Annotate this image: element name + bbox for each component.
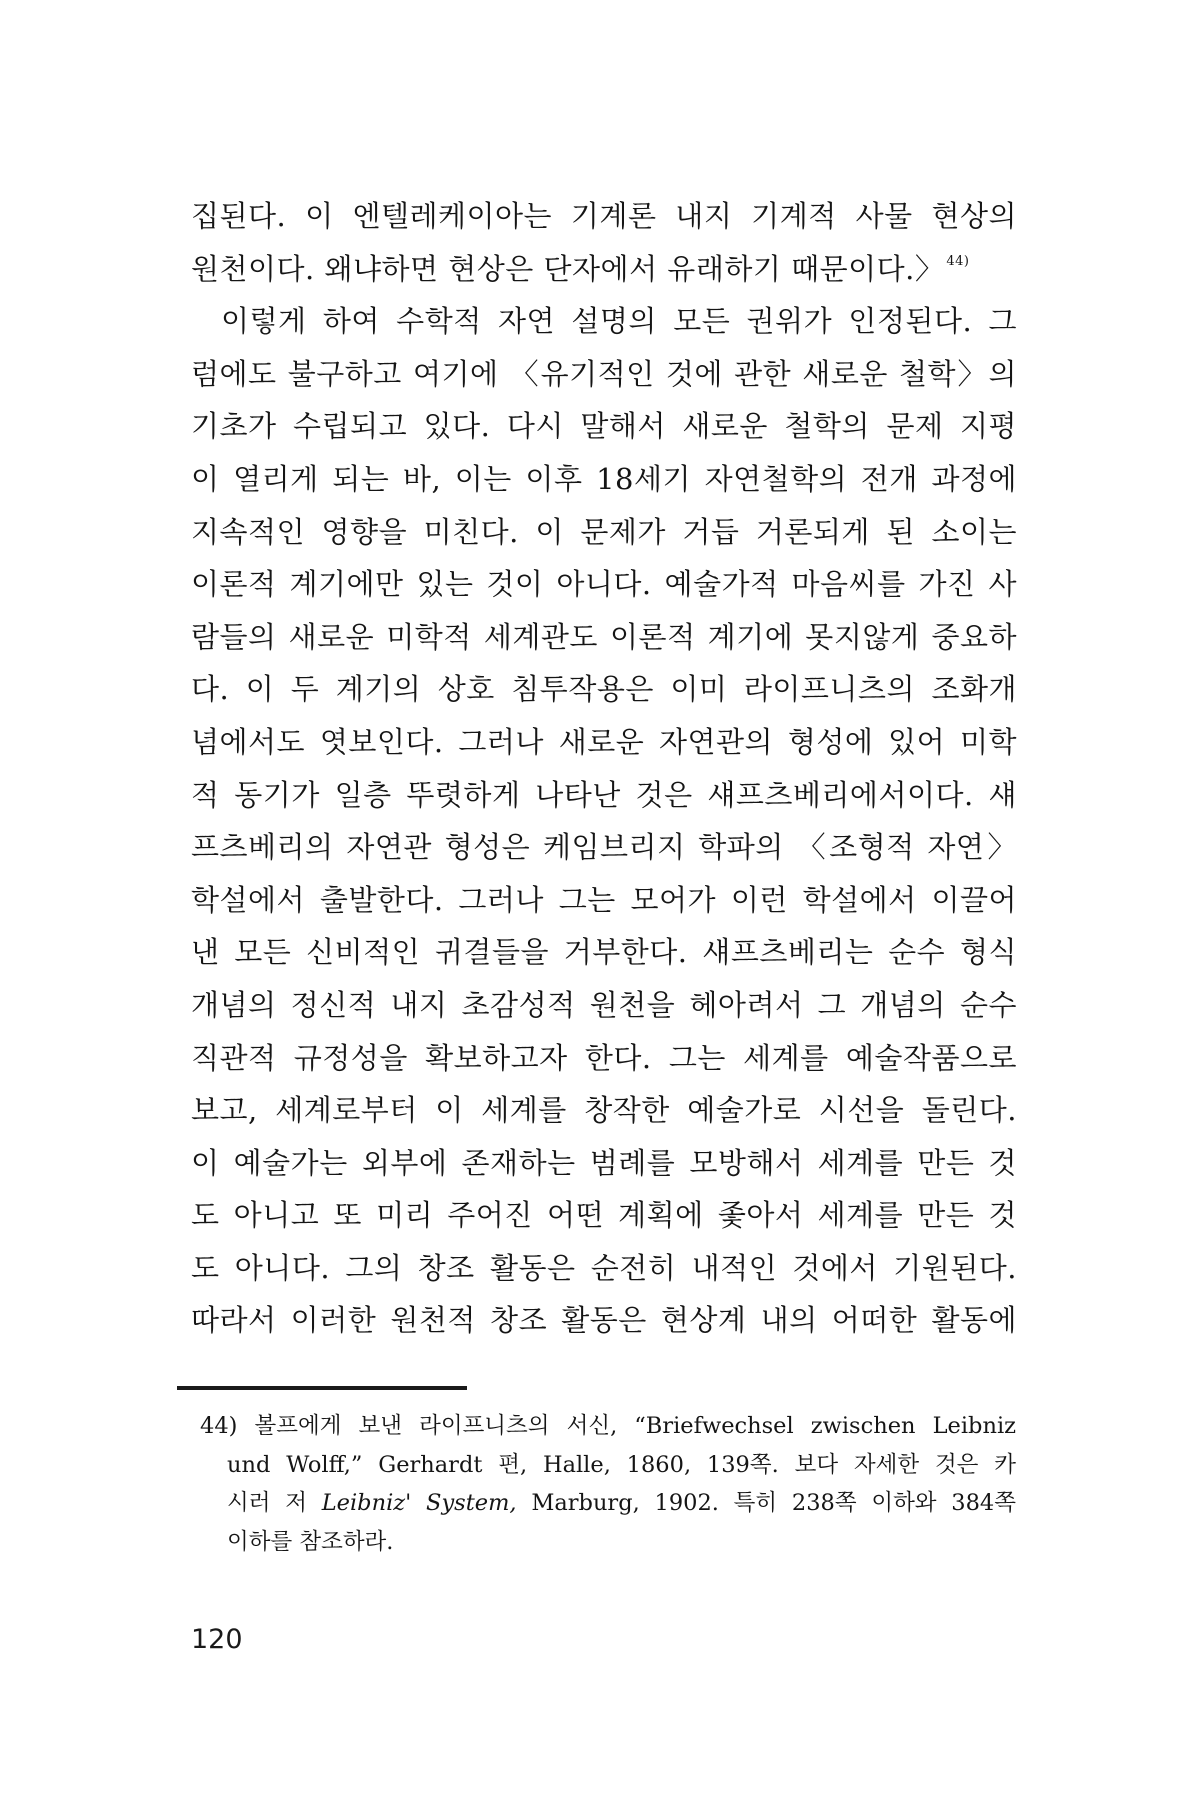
body-line: 럼에도 불구하고 여기에 〈유기적인 것에 관한 새로운 철학〉의 — [191, 356, 1017, 391]
body-line: 이 예술가는 외부에 존재하는 범례를 모방해서 세계를 만든 것 — [191, 1145, 1017, 1180]
body-line: 지속적인 영향을 미친다. 이 문제가 거듭 거론되게 된 소이는 — [191, 514, 1017, 549]
footnote-text: 시러 저 — [227, 1490, 322, 1516]
body-line: 기초가 수립되고 있다. 다시 말해서 새로운 철학의 문제 지평 — [191, 409, 1017, 444]
footnote-text: Marburg, 1902. 특히 238쪽 이하와 384쪽 — [516, 1490, 1016, 1516]
page-number: 120 — [191, 1624, 243, 1655]
body-line-text: 원천이다. 왜냐하면 현상은 단자에서 유래하기 때문이다.〉 — [191, 251, 945, 286]
footnote-text: 볼프에게 보낸 라이프니츠의 서신, “Briefwechsel zwischen Leibniz — [254, 1413, 1016, 1439]
footnote-44 — [200, 1407, 1016, 1561]
body-line: 보고, 세계로부터 이 세계를 창작한 예술가로 시선을 돌린다. — [191, 1093, 1017, 1128]
body-line: 학설에서 출발한다. 그러나 그는 모어가 이런 학설에서 이끌어 — [191, 882, 1017, 917]
body-text — [191, 190, 1017, 1347]
footnote-reference[interactable]: 44) — [946, 253, 970, 269]
body-line: 도 아니다. 그의 창조 활동은 순전히 내적인 것에서 기원된다. — [191, 1250, 1017, 1285]
body-line-with-note-ref — [191, 243, 1017, 296]
body-line: 념에서도 엿보인다. 그러나 새로운 자연관의 형성에 있어 미학 — [191, 724, 1017, 759]
footnote-line-4: 이하를 참조하라. — [227, 1528, 394, 1555]
body-line: 따라서 이러한 원천적 창조 활동은 현상계 내의 어떠한 활동에 — [191, 1303, 1017, 1338]
body-line: 적 동기가 일층 뚜렷하게 나타난 것은 섀프츠베리에서이다. 섀 — [191, 777, 1017, 812]
body-line: 도 아니고 또 미리 주어진 어떤 계획에 좇아서 세계를 만든 것 — [191, 1198, 1017, 1233]
footnote-number: 44) — [200, 1413, 238, 1439]
body-line: 이론적 계기에만 있는 것이 아니다. 예술가적 마음씨를 가진 사 — [191, 567, 1017, 602]
body-line: 낸 모든 신비적인 귀결들을 거부한다. 섀프츠베리는 순수 형식 — [191, 935, 1017, 970]
body-line: 이 열리게 되는 바, 이는 이후 18세기 자연철학의 전개 과정에 — [191, 461, 1017, 496]
footnote-divider — [177, 1386, 467, 1390]
body-line: 직관적 규정성을 확보하고자 한다. 그는 세계를 예술작품으로 — [191, 1040, 1017, 1075]
book-title: Leibniz' System, — [321, 1490, 517, 1516]
body-line: 이렇게 하여 수학적 자연 설명의 모든 권위가 인정된다. 그 — [221, 304, 1017, 339]
body-line: 다. 이 두 계기의 상호 침투작용은 이미 라이프니츠의 조화개 — [191, 672, 1017, 707]
footnote-line-1 — [200, 1407, 1016, 1446]
body-line: 집된다. 이 엔텔레케이아는 기계론 내지 기계적 사물 현상의 — [191, 199, 1017, 233]
body-line: 개념의 정신적 내지 초감성적 원천을 헤아려서 그 개념의 순수 — [191, 987, 1017, 1022]
footnote-line-3 — [200, 1484, 1016, 1523]
body-line: 프츠베리의 자연관 형성은 케임브리지 학파의 〈조형적 자연〉 — [191, 830, 1017, 865]
body-line: 람들의 새로운 미학적 세계관도 이론적 계기에 못지않게 중요하 — [191, 619, 1017, 654]
footnote-line-2: und Wolff,” Gerhardt 편, Halle, 1860, 139쪽. 보다 자세한 것은 카 — [227, 1451, 1016, 1478]
